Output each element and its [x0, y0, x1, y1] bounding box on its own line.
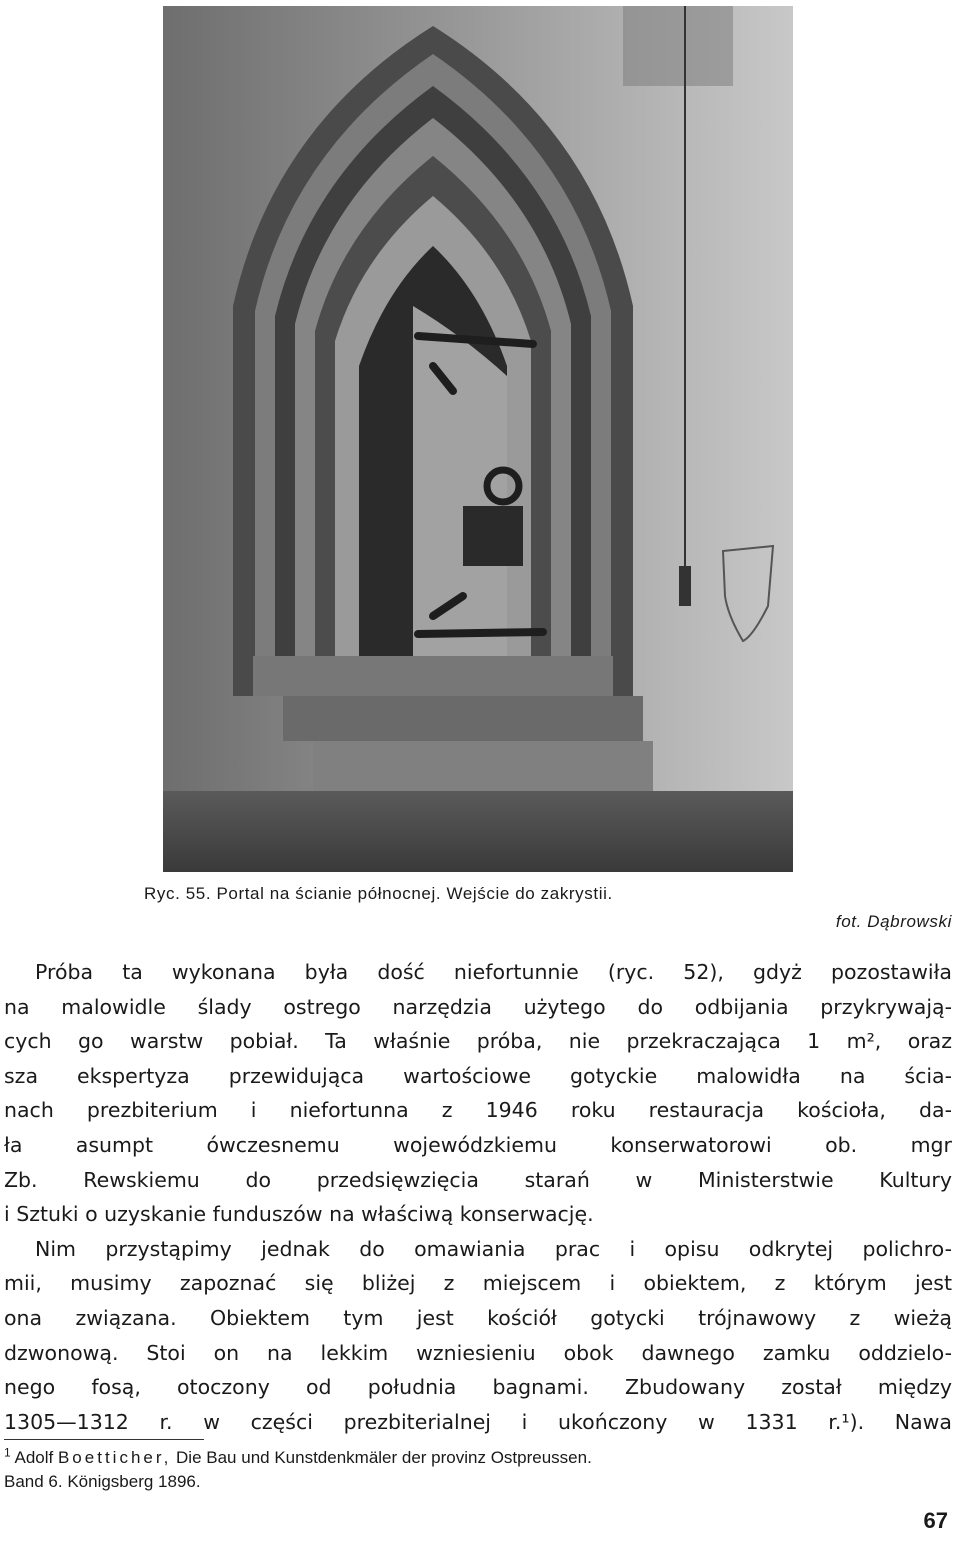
footnote-marker: 1	[4, 1445, 11, 1460]
text-line: ła asumpt ówczesnemu wojewódzkiemu konserwatorowi ob. mgr	[4, 1132, 952, 1157]
text-line: i Sztuki o uzyskanie funduszów na właściwą konserwację.	[4, 1202, 594, 1227]
text-line: sza ekspertyza przewidująca wartościowe gotyckie malowidła na ścia-	[4, 1063, 952, 1088]
text-line: nego fosą, otoczony od południa bagnami. Zbudowany został między	[4, 1375, 952, 1400]
text-line: 1305—1312 r. w części prezbiterialnej i ukończony w 1331 r.¹). Nawa	[4, 1409, 952, 1434]
text-line: Próba ta wykonana była dość niefortunnie (ryc. 52), gdyż pozostawiła	[35, 960, 952, 984]
text-line: mii, musimy zapoznać się bliżej z miejscem i obiektem, z którym jest	[4, 1271, 952, 1296]
text-line: dzwonową. Stoi on na lekkim wzniesieniu obok dawnego zamku oddzielo-	[4, 1340, 952, 1365]
footnote-author-first: Adolf	[14, 1448, 54, 1467]
text-line: cych go warstw pobiał. Ta właśnie próba, nie przekraczająca 1 m², oraz	[4, 1029, 952, 1054]
photo-credit: fot. Dąbrowski	[835, 912, 952, 931]
footnote-line-1	[4, 1446, 952, 1470]
footnote-divider	[4, 1439, 204, 1440]
footnote	[4, 1446, 952, 1494]
text-line: nach prezbiterium i niefortunna z 1946 roku restauracja kościoła, da-	[4, 1098, 952, 1123]
paragraph-2	[4, 1232, 952, 1440]
footnote-author-last: Boetticher,	[57, 1448, 172, 1467]
portal-photograph	[163, 6, 793, 872]
text-line: Zb. Rewskiemu do przedsięwzięcia starań w Ministerstwie Kultury	[4, 1167, 952, 1192]
footnote-title: Die Bau und Kunstdenkmäler der provinz Ostpreussen.	[176, 1448, 592, 1467]
figure-caption: Ryc. 55. Portal na ścianie północnej. Wejście do zakrystii.	[144, 884, 613, 903]
body-text	[4, 955, 952, 1439]
footnote-line-2: Band 6. Königsberg 1896.	[4, 1472, 201, 1491]
paragraph-1	[4, 955, 952, 1232]
text-line: na malowidle ślady ostrego narzędzia użytego do odbijania przykrywają-	[4, 994, 952, 1019]
text-line: ona związana. Obiektem tym jest kościół gotycki trójnawowy z wieżą	[4, 1305, 952, 1330]
page-number: 67	[923, 1508, 948, 1533]
text-line: Nim przystąpimy jednak do omawiania prac i opisu odkrytej polichro-	[35, 1236, 952, 1261]
